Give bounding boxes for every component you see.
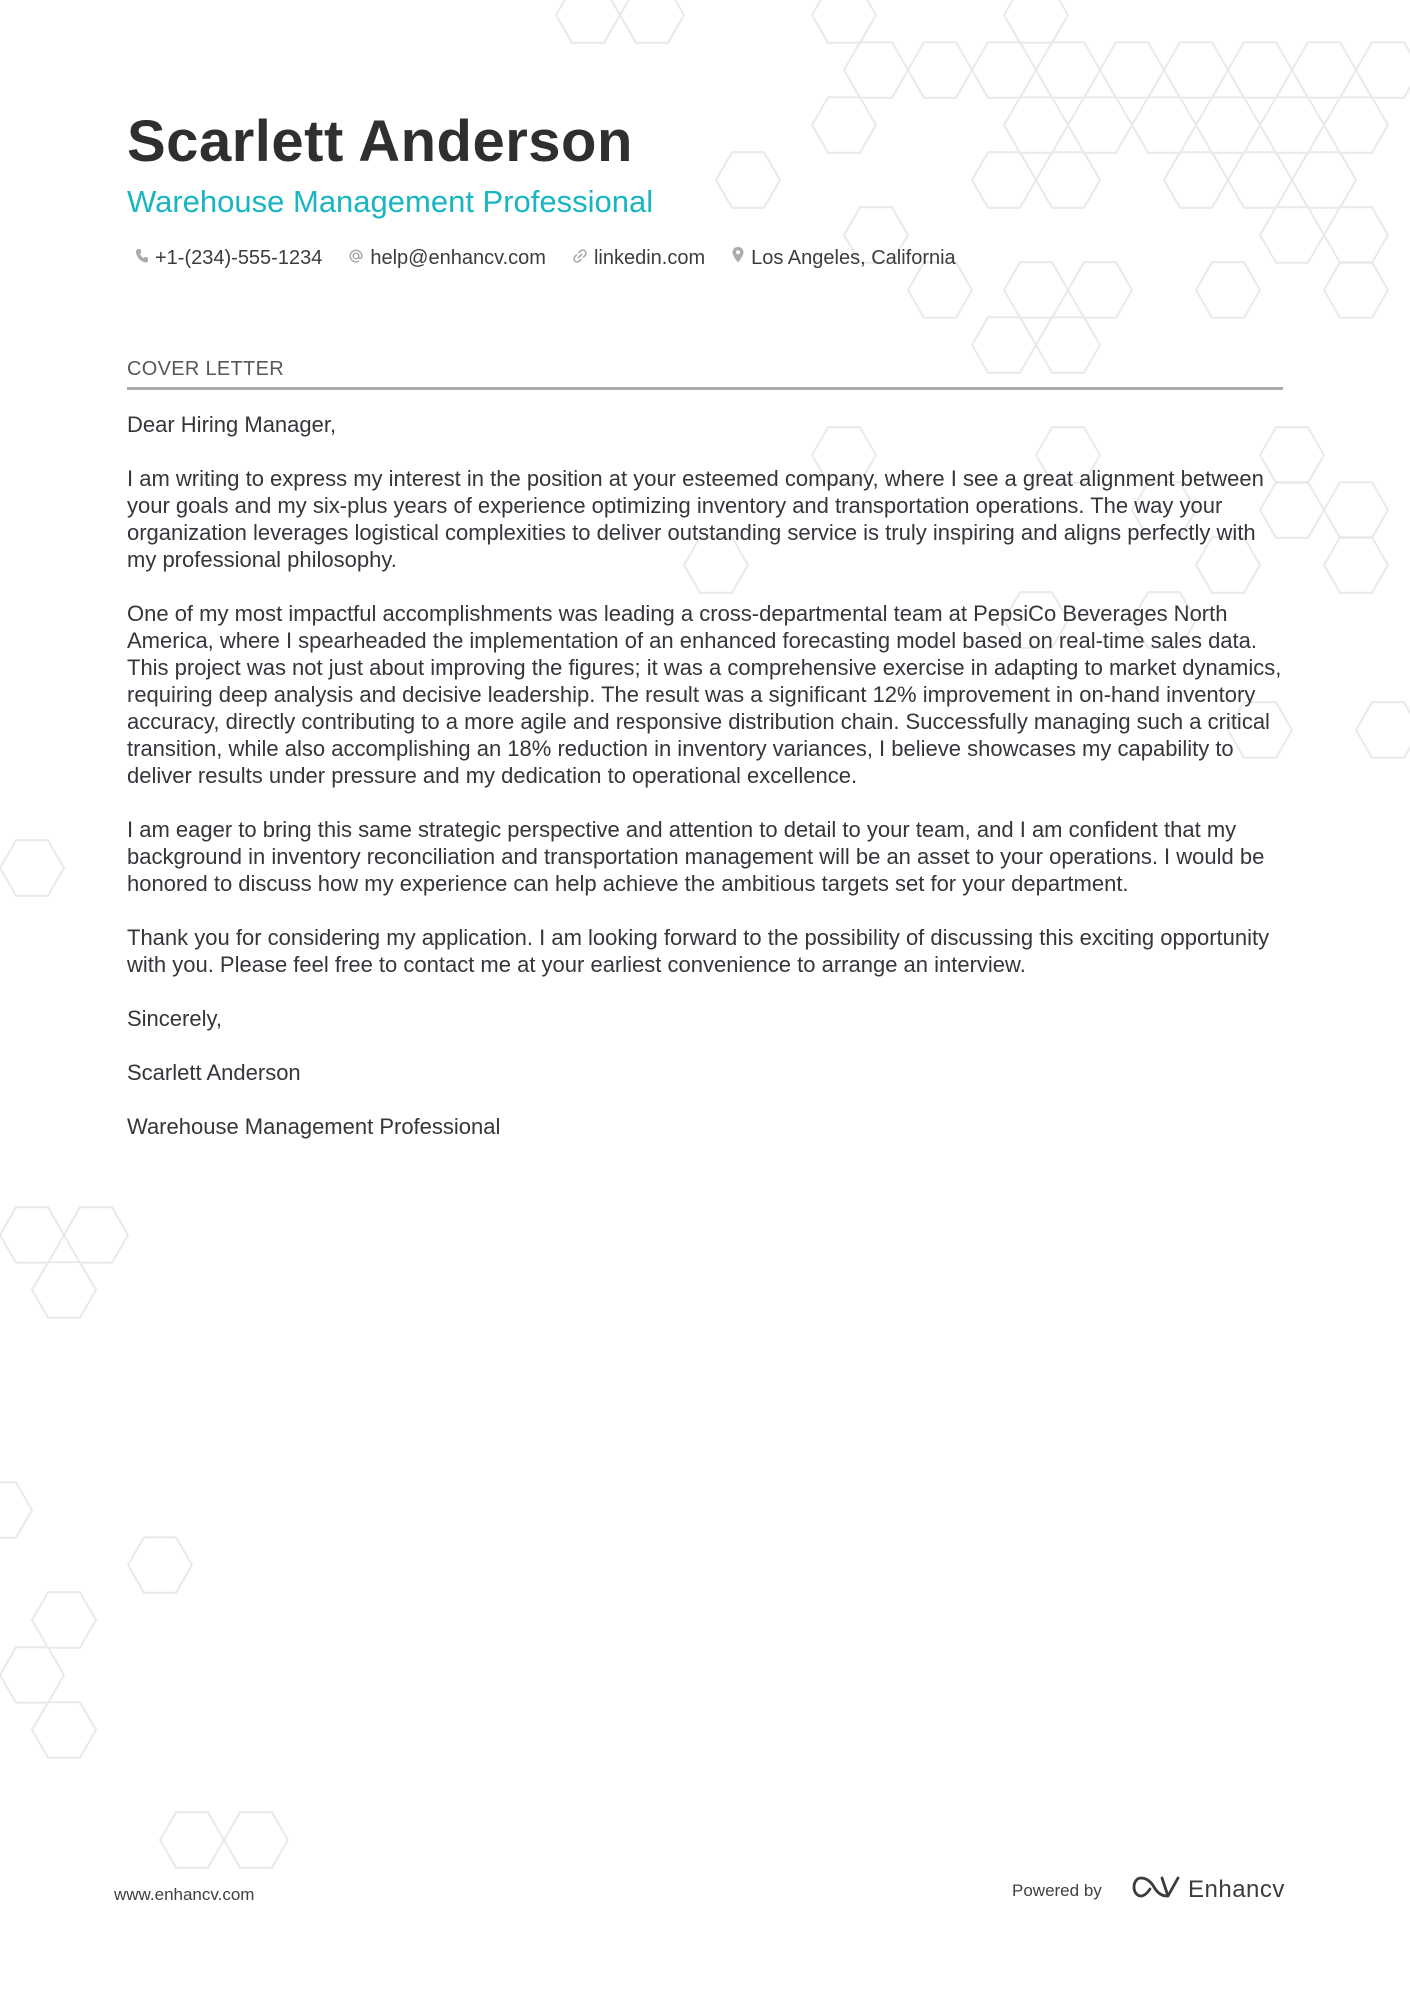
background-hexagon bbox=[32, 1262, 96, 1317]
background-hexagon bbox=[0, 840, 64, 895]
background-hexagon bbox=[1004, 262, 1068, 317]
background-hexagon bbox=[1228, 152, 1292, 207]
background-hexagon bbox=[1324, 97, 1388, 152]
enhancv-brand[interactable] bbox=[1132, 1874, 1285, 1905]
signature-name: Scarlett Anderson bbox=[127, 1060, 301, 1085]
background-hexagon bbox=[556, 0, 620, 43]
background-hexagon bbox=[1164, 152, 1228, 207]
signature-title: Warehouse Management Professional bbox=[127, 1114, 501, 1139]
contact-phone bbox=[135, 247, 322, 270]
background-hexagon bbox=[1100, 42, 1164, 97]
background-hexagon bbox=[0, 1482, 32, 1537]
background-hexagon bbox=[1004, 0, 1068, 43]
background-hexagon bbox=[972, 42, 1036, 97]
background-hexagon bbox=[1068, 262, 1132, 317]
background-hexagon bbox=[716, 152, 780, 207]
location-text: Los Angeles, California bbox=[751, 246, 956, 269]
background-hexagon bbox=[1324, 262, 1388, 317]
letter-paragraph: One of my most impactful accomplishments was leading a cross-departmental team at PepsiCo Beverages North America, where I spearheaded the implementation of an enhanced forecasting model based on real-time sales data. This project was not just about improving the figures; it was a comprehensive exercise in adapting to market dynamics, requiring deep analysis and decisive leadership. The result was a significant 12% improvement in on-hand inventory accuracy, directly contributing to a more agile and responsive distribution chain. Successfully managing such a critical transition, while also accomplishing an 18% reduction in inventory variances, I believe showcases my capability to deliver results under pressure and my dedication to operational excellence. bbox=[127, 601, 1282, 788]
letter-paragraph: I am eager to bring this same strategic perspective and attention to detail to your team, and I am confident that my background in inventory reconciliation and transportation management will be an asset to your operations. I would be honored to discuss how my experience can help achieve the ambitious targets set for your department. bbox=[127, 817, 1265, 896]
section-title-cover-letter: COVER LETTER bbox=[127, 358, 1283, 390]
background-hexagon bbox=[224, 1812, 288, 1867]
footer-website-link[interactable]: www.enhancv.com bbox=[114, 1885, 255, 1904]
background-hexagon bbox=[32, 1702, 96, 1757]
background-hexagon bbox=[812, 97, 876, 152]
background-hexagon bbox=[0, 1207, 64, 1262]
background-hexagon bbox=[32, 1592, 96, 1647]
letter-paragraph: Thank you for considering my application. I am looking forward to the possibility of discussing this exciting opportunity with you. Please feel free to contact me at your earliest convenience to arrange an interview. bbox=[127, 925, 1270, 977]
link-icon bbox=[572, 247, 594, 270]
phone-icon bbox=[135, 247, 155, 270]
linkedin-text[interactable]: linkedin.com bbox=[593, 246, 706, 269]
background-hexagon bbox=[1292, 152, 1356, 207]
background-hexagon bbox=[1004, 97, 1068, 152]
background-hexagon bbox=[1132, 97, 1196, 152]
background-hexagon bbox=[1036, 42, 1100, 97]
background-hexagon bbox=[1292, 42, 1356, 97]
background-hexagon bbox=[812, 0, 876, 43]
contact-linkedin[interactable] bbox=[572, 247, 705, 270]
background-hexagon bbox=[972, 152, 1036, 207]
letter-closing: Sincerely, bbox=[127, 1006, 222, 1031]
location-pin-icon bbox=[731, 246, 751, 270]
contact-info-bar bbox=[135, 246, 982, 270]
background-hexagon bbox=[64, 1207, 128, 1262]
background-hexagon bbox=[1164, 42, 1228, 97]
background-hexagon bbox=[1228, 42, 1292, 97]
email-text[interactable]: help@enhancv.com bbox=[370, 246, 546, 269]
background-hexagon bbox=[620, 0, 684, 43]
background-hexagon bbox=[1260, 97, 1324, 152]
background-hexagon bbox=[908, 42, 972, 97]
background-hexagon bbox=[128, 1537, 192, 1592]
background-hexagon bbox=[1068, 97, 1132, 152]
background-hexagon bbox=[1356, 42, 1410, 97]
at-icon bbox=[348, 247, 370, 270]
letter-body bbox=[127, 411, 1287, 1167]
background-hexagon bbox=[1324, 537, 1388, 592]
background-hexagon bbox=[1260, 207, 1324, 262]
letter-greeting: Dear Hiring Manager, bbox=[127, 412, 337, 437]
background-hexagon bbox=[1036, 152, 1100, 207]
contact-email[interactable] bbox=[348, 247, 546, 270]
background-hexagon bbox=[1324, 482, 1388, 537]
background-hexagon bbox=[1324, 207, 1388, 262]
background-hexagon bbox=[0, 1647, 64, 1702]
letter-paragraph: I am writing to express my interest in the position at your esteemed company, where I see a great alignment between your goals and my six-plus years of experience optimizing inventory and transportation operations. The way your organization leverages logistical complexities to deliver outstanding service is truly inspiring and aligns perfectly with my professional philosophy. bbox=[127, 466, 1264, 572]
applicant-title: Warehouse Management Professional bbox=[127, 184, 654, 219]
powered-by-label: Powered by bbox=[1012, 1881, 1102, 1900]
contact-location bbox=[731, 246, 956, 270]
background-hexagon bbox=[844, 42, 908, 97]
background-hexagon bbox=[160, 1812, 224, 1867]
background-hexagon bbox=[1356, 702, 1410, 757]
background-hexagon bbox=[908, 262, 972, 317]
enhancv-logo-icon bbox=[1132, 1874, 1180, 1905]
phone-text: +1-(234)-555-1234 bbox=[155, 246, 323, 269]
background-hexagon bbox=[1196, 262, 1260, 317]
background-hexagon bbox=[1196, 97, 1260, 152]
applicant-name: Scarlett Anderson bbox=[127, 109, 633, 174]
enhancv-brand-name: Enhancv bbox=[1188, 1875, 1285, 1903]
